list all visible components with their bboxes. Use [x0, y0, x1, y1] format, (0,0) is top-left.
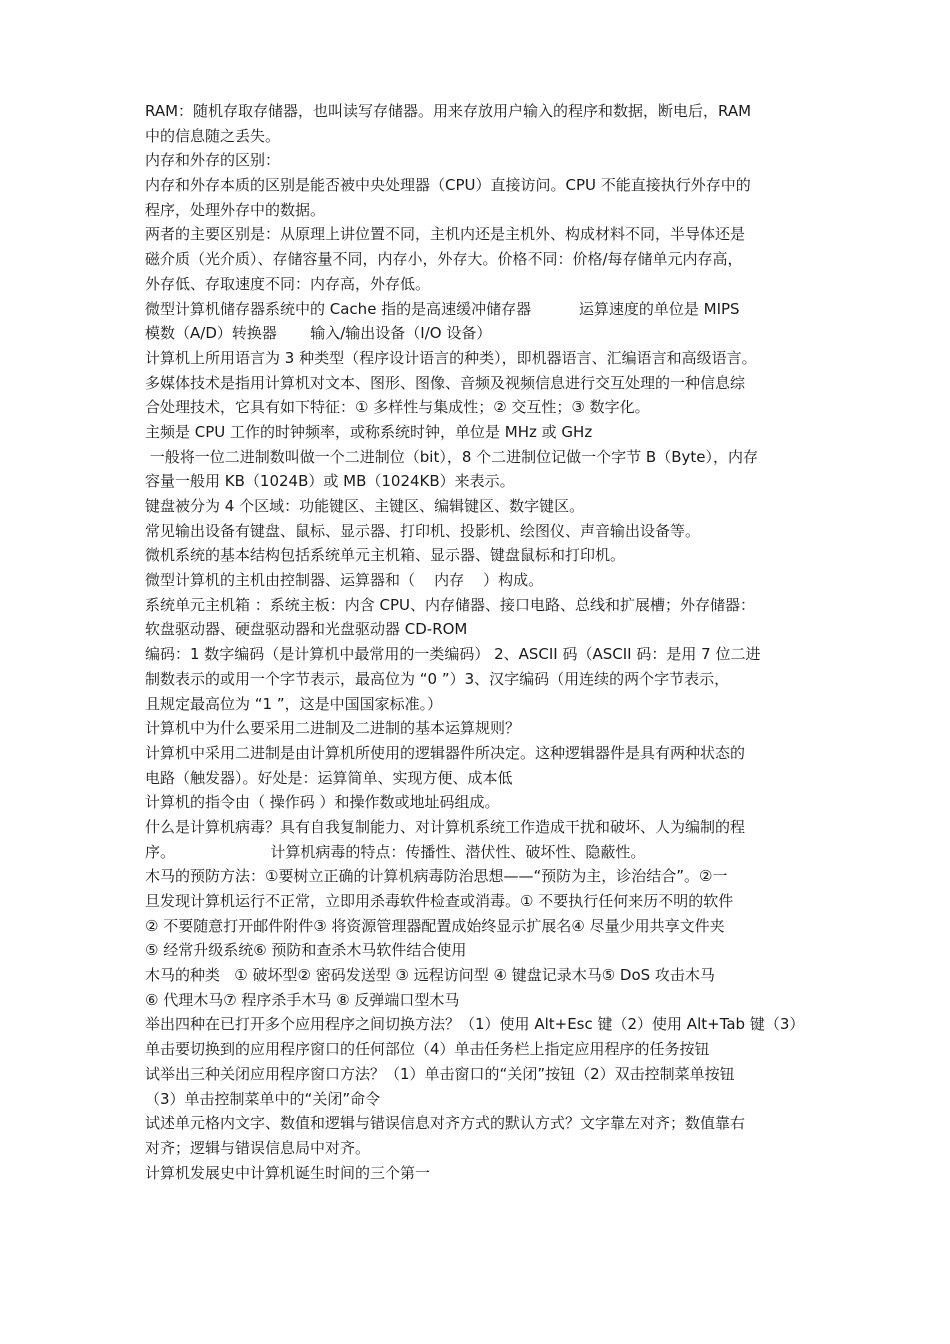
text-line: ⑤ 经常升级系统⑥ 预防和查杀木马软件结合使用: [145, 941, 467, 960]
text-line: 内存和外存的区别：: [145, 151, 281, 170]
text-line: 程序，处理外存中的数据。: [145, 200, 326, 219]
text-line: 计算机中为什么要采用二进制及二进制的基本运算规则？: [145, 719, 521, 738]
text-line: 计算机发展史中计算机诞生时间的三个第一: [145, 1163, 431, 1182]
text-line: 多媒体技术是指用计算机对文本、图形、图像、音频及视频信息进行交互处理的一种信息综: [145, 373, 746, 392]
text-line: ② 不要随意打开邮件附件③ 将资源管理器配置成始终显示扩展名④ 尽量少用共享文件夹: [145, 916, 725, 935]
text-line: 计算机中采用二进制是由计算机所使用的逻辑器件所决定。这种逻辑器件是具有两种状态的: [145, 743, 746, 762]
text-line: 旦发现计算机运行不正常，立即用杀毒软件检查或消毒。① 不要执行任何来历不明的软件: [145, 892, 734, 910]
text-line: 主频是 CPU 工作的时钟频率，或称系统时钟，单位是 MHz 或 GHz: [145, 422, 593, 441]
text-line: 微型计算机储存器系统中的 Cache 指的是高速缓冲储存器 运算速度的单位是 MIPS: [145, 299, 740, 318]
text-line: ⑥ 代理木马⑦ 程序杀手木马 ⑧ 反弹端口型木马: [145, 990, 460, 1009]
text-line: 试述单元格内文字、数值和逻辑与错误信息对齐方式的默认方式？文字靠左对齐；数值靠右: [145, 1114, 746, 1133]
text-line: 试举出三种关闭应用程序窗口方法？（1）单击窗口的“关闭”按钮（2）双击控制菜单按钮: [145, 1064, 735, 1083]
text-line: 两者的主要区别是：从原理上讲位置不同，主机内还是主机外、构成材料不同，半导体还是: [145, 225, 746, 244]
text-line: 举出四种在已打开多个应用程序之间切换方法？（1）使用 Alt+Esc 键（2）使用 Alt+Tab 键（3）: [145, 1015, 805, 1034]
text-line: 外存低、存取速度不同：内存高，外存低。: [145, 274, 431, 293]
text-line: 系统单元主机箱 ：系统主板：内含 CPU、内存储器、接口电路、总线和扩展槽；外存储器：: [145, 595, 756, 614]
text-line: 微机系统的基本结构包括系统单元主机箱、显示器、键盘鼠标和打印机。: [145, 546, 626, 565]
text-line: 常见输出设备有键盘、鼠标、显示器、打印机、投影机、绘图仪、声音输出设备等。: [145, 521, 701, 540]
text-line: 微型计算机的主机由控制器、运算器和（ 内存 ）构成。: [145, 571, 544, 590]
text-line: 制数表示的或用一个字节表示，最高位为 “0 ”）3、汉字编码（用连续的两个字节表示，: [145, 669, 730, 688]
text-line: 木马的预防方法：①要树立正确的计算机病毒防治思想——“预防为主，诊治结合”。②一: [145, 867, 728, 886]
text-line: 木马的种类 ① 破坏型② 密码发送型 ③ 远程访问型 ④ 键盘记录木马⑤ DoS 攻击木马: [145, 966, 715, 985]
text-line: 合处理技术，它具有如下特征：① 多样性与集成性；② 交互性；③ 数字化。: [145, 398, 650, 417]
text-line: 容量一般用 KB（1024B）或 MB（1024KB）来表示。: [145, 472, 515, 491]
text-line: 计算机上所用语言为 3 种类型（程序设计语言的种类），即机器语言、汇编语言和高级语言。: [145, 348, 757, 367]
text-line: 中的信息随之丢失。: [145, 126, 281, 145]
text-line: 编码：1 数字编码（是计算机中最常用的一类编码） 2、ASCII 码（ASCII 码：是用 7 位二进: [145, 645, 761, 664]
text-line: 单击要切换到的应用程序窗口的任何部位（4）单击任务栏上指定应用程序的任务按钮: [145, 1040, 710, 1059]
text-line: RAM：随机存取存储器，也叫读写存储器。用来存放用户输入的程序和数据，断电后，RAM: [145, 102, 752, 120]
text-line: 序。 计算机病毒的特点：传播性、潜伏性、破坏性、隐蔽性。: [145, 842, 646, 861]
text-line: 键盘被分为 4 个区域：功能键区、主键区、编辑键区、数字键区。: [145, 497, 585, 515]
text-line: 什么是计算机病毒？具有自我复制能力、对计算机系统工作造成干扰和破坏、人为编制的程: [145, 817, 746, 836]
text-line: 磁介质（光介质）、存储容量不同，内存小，外存大。价格不同：价格/每存储单元内存高，: [145, 250, 743, 269]
text-line: 电路（触发器）。好处是：运算简单、实现方便、成本低: [145, 768, 513, 787]
text-line: 软盘驱动器、硬盘驱动器和光盘驱动器 CD-ROM: [145, 620, 468, 639]
text-line: 模数（A/D）转换器 输入/输出设备（I/O 设备）: [145, 324, 492, 343]
text-line: 计算机的指令由（ 操作码 ）和操作数或地址码组成。: [145, 793, 500, 812]
text-line: （3）单击控制菜单中的“关闭”命令: [145, 1089, 381, 1108]
text-line: 内存和外存本质的区别是能否被中央处理器（CPU）直接访问。CPU 不能直接执行外存中的: [145, 176, 751, 195]
text-line: 对齐；逻辑与错误信息局中对齐。: [145, 1138, 371, 1157]
text-line: 一般将一位二进制数叫做一个二进制位（bit），8 个二进制位记做一个字节 B（Byte），内存: [145, 447, 758, 466]
text-line: 且规定最高位为 “1 ”，这是中国国家标准。）: [145, 694, 443, 713]
